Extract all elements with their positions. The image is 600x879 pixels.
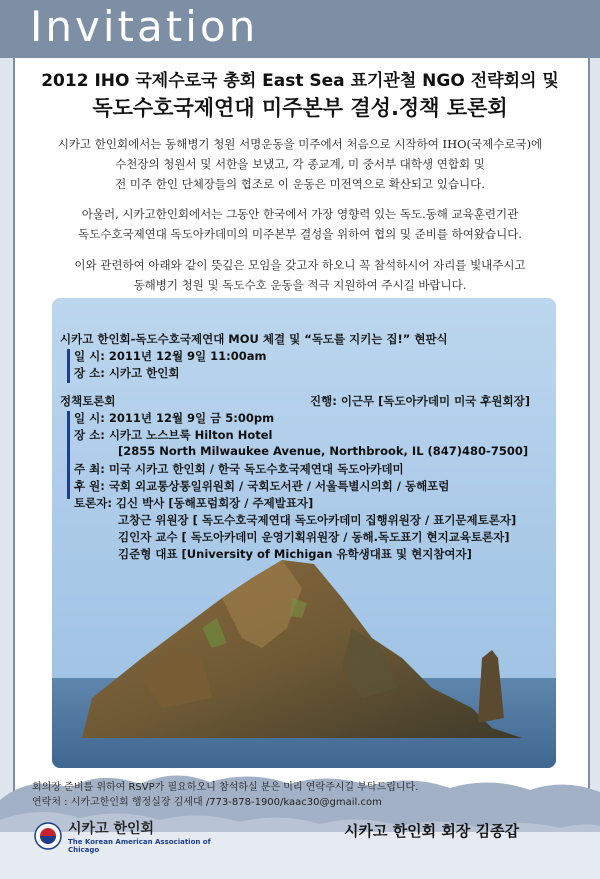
- event2-date: 일 시: 2011년 12월 9일 금 5:00pm: [74, 411, 275, 425]
- accent-bar: [67, 411, 70, 499]
- event2-panelist-4: 김준형 대표 [University of Michigan 유학생대표 및 현지참여자]: [118, 547, 472, 561]
- contact-text: 연락처 : 시카고한인회 행정실장 김세대 /773-878-1900/kaac30@gmail.com: [32, 797, 382, 808]
- event2-place: 장 소: 시카고 노스브룩 Hilton Hotel: [74, 428, 273, 442]
- intro-paragraph-3: [40, 255, 560, 295]
- event2-panelist-3: 김인자 교수 [ 독도아카데미 운영기획위원장 / 동해.독도표기 현지교육토론자]: [118, 530, 510, 544]
- intro-line: 독도수호국제연대 독도아카데미의 미주본부 결성을 위하여 협의 및 준비를 하여왔습니다.: [78, 227, 522, 241]
- event1-date: 일 시: 2011년 12월 9일 11:00am: [74, 349, 267, 363]
- intro-line: 전 미주 한인 단체장들의 협조로 이 운동은 미전역으로 확산되고 있습니다.: [115, 177, 485, 191]
- logo-korean-name: 시카고 한인회: [68, 821, 155, 837]
- main-title-line1: 2012 IHO 국제수로국 총회 East Sea 표기관철 NGO 전략회의 및: [41, 71, 559, 91]
- banner-title: Invitation: [30, 2, 259, 51]
- intro-paragraph-2: [40, 204, 560, 244]
- event2-address: [2855 North Milwaukee Avenue, Northbrook, IL (847)480-7500]: [118, 444, 529, 458]
- intro-line: 이와 관련하여 아래와 같이 뜻깊은 모임을 갖고자 하오니 꼭 참석하시어 자리를 빛내주시고: [74, 258, 526, 272]
- president-signature: 시카고 한인회 회장 김종갑: [344, 822, 520, 840]
- rsvp-text: 회의장 준비를 위하여 RSVP가 필요하오니 참석하실 분은 미리 연락주시길 부탁드립니다.: [32, 782, 419, 793]
- main-title-line2: 독도수호국제연대 미주본부 결성.정책 토론회: [92, 96, 508, 120]
- logo-english-name: The Korean American Association of Chicago: [68, 838, 211, 854]
- accent-bar: [67, 349, 70, 383]
- intro-line: 시카고 한인회에서는 동해병기 청원 서명운동을 미주에서 처음으로 시작하여 IHO(국제수로국)에: [57, 137, 543, 151]
- intro-line: 아울러, 시카고한인회에서는 그동안 한국에서 가장 영향력 있는 독도.동해 교육훈련기관: [81, 207, 519, 221]
- intro-line: 동해병기 청원 및 독도수호 운동을 적극 지원하여 주시길 바랍니다.: [133, 278, 467, 292]
- intro-paragraph-1: [40, 134, 560, 194]
- event2-moderator: 진행: 이근무 [독도아카데미 미국 후원회장]: [310, 394, 530, 408]
- event2-panelist-1: 토론자: 김신 박사 [동해포럼회장 / 주제발표자]: [74, 496, 314, 510]
- intro-line: 수천장의 청원서 및 서한을 보냈고, 각 종교계, 미 중서부 대학생 연합회 및: [115, 157, 485, 171]
- event2-heading: 정책토론회: [60, 394, 116, 408]
- invitation-banner: [0, 0, 600, 58]
- event2-host: 주 최: 미국 시카고 한인회 / 한국 독도수호국제연대 독도아카데미: [74, 462, 404, 476]
- association-logo: [34, 818, 234, 858]
- rsvp-note: [32, 780, 418, 810]
- event1-place: 장 소: 시카고 한인회: [74, 366, 180, 380]
- event1-heading: 시카고 한인회-독도수호국제연대 MOU 체결 및 “독도를 지키는 집!” 현판식: [60, 332, 448, 346]
- event2-sponsor: 후 원: 국회 외교통상통일위원회 / 국회도서관 / 서울특별시의회 / 동해포럼: [74, 479, 450, 493]
- association-emblem-icon: [34, 822, 62, 850]
- event2-panelist-2: 고창근 위원장 [ 독도수호국제연대 독도아카데미 집행위원장 / 표기문제토론자]: [118, 513, 517, 527]
